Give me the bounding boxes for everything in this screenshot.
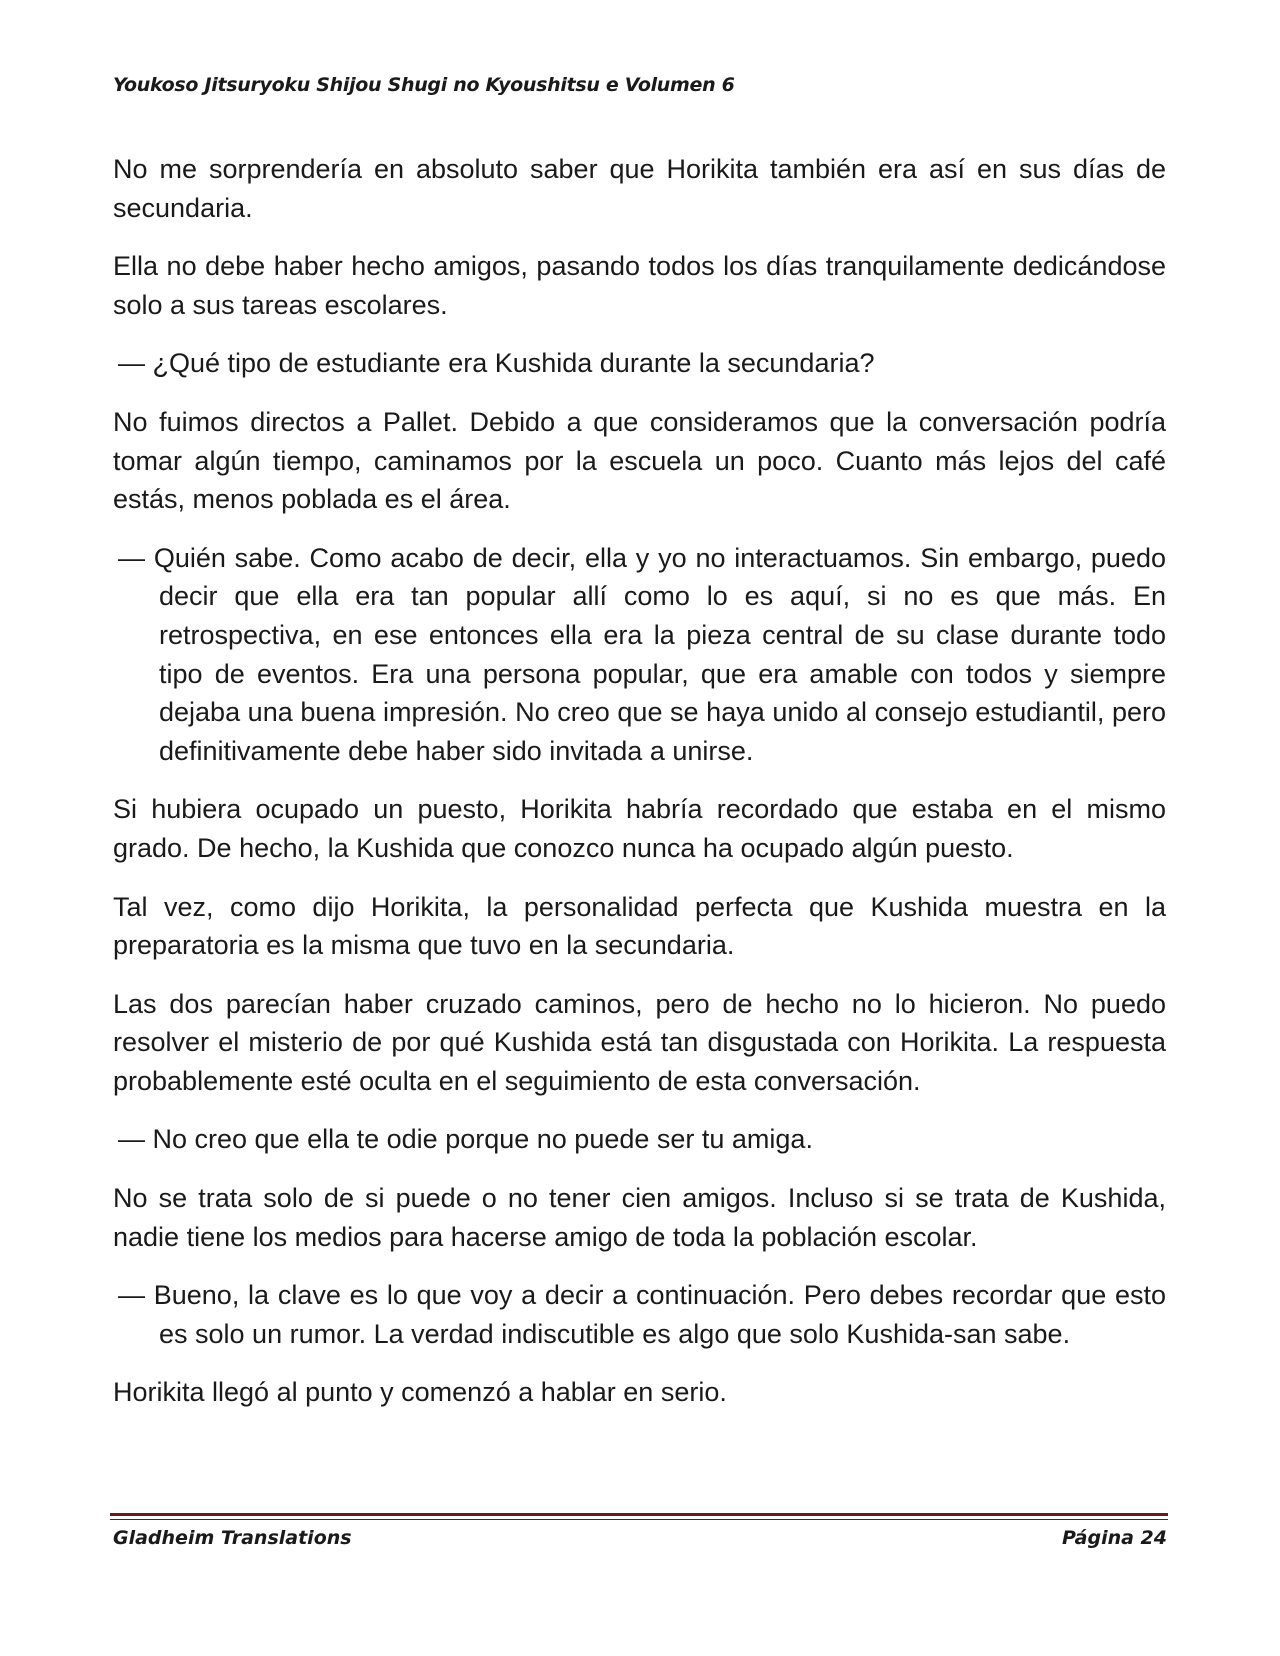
footer-credit: Gladheim Translations <box>113 1527 352 1549</box>
paragraph: Las dos parecían haber cruzado caminos, pero de hecho no lo hicieron. No puedo resolver el misterio de por qué Kushida está tan disgustada con Horikita. La respuesta probablemente esté oculta en el seguimiento de esta conversación. <box>113 988 1166 1096</box>
page-number: Página 24 <box>1061 1527 1167 1549</box>
dialogue-line: — ¿Qué tipo de estudiante era Kushida durante la secundaria? <box>118 348 875 379</box>
paragraph: No me sorprendería en absoluto saber que Horikita también era así en sus días de secundaria. <box>113 154 1166 223</box>
paragraph: No fuimos directos a Pallet. Debido a que consideramos que la conversación podría tomar algún tiempo, caminamos por la escuela un poco. Cuanto más lejos del café estás, menos poblada es el área. <box>113 406 1166 515</box>
paragraph: Horikita llegó al punto y comenzó a hablar en serio. <box>113 1377 727 1408</box>
paragraph: No se trata solo de si puede o no tener cien amigos. Incluso si se trata de Kushida, nadie tiene los medios para hacerse amigo de toda la población escolar. <box>113 1183 1166 1252</box>
dialogue-line: — No creo que ella te odie porque no puede ser tu amiga. <box>118 1124 813 1155</box>
dialogue-line: — Quién sabe. Como acabo de decir, ella y yo no interactuamos. Sin embargo, puedo decir que ella era tan popular allí como lo es aquí, si no es que más. En retrospectiva, en ese entonces ella era la pieza central de su clase durante todo tipo de eventos. Era una persona popular, que era amable con todos y siempre dejaba una buena impresión. No creo que se haya unido al consejo estudiantil, pero definitivamente debe haber sido invitada a unirse. <box>118 542 1166 766</box>
footer-divider <box>110 1513 1168 1516</box>
body-text <box>113 150 1166 1432</box>
footer-divider-thin <box>110 1519 1168 1520</box>
running-header: Youkoso Jitsuryoku Shijou Shugi no Kyoushitsu e Volumen 6 <box>113 74 735 96</box>
dialogue-line: — Bueno, la clave es lo que voy a decir a continuación. Pero debes recordar que esto es solo un rumor. La verdad indiscutible es algo que solo Kushida-san sabe. <box>118 1280 1166 1349</box>
paragraph: Si hubiera ocupado un puesto, Horikita habría recordado que estaba en el mismo grado. De hecho, la Kushida que conozco nunca ha ocupado algún puesto. <box>113 794 1166 863</box>
paragraph: Tal vez, como dijo Horikita, la personalidad perfecta que Kushida muestra en la preparatoria es la misma que tuvo en la secundaria. <box>113 891 1166 961</box>
paragraph: Ella no debe haber hecho amigos, pasando todos los días tranquilamente dedicándose solo a sus tareas escolares. <box>113 251 1166 320</box>
